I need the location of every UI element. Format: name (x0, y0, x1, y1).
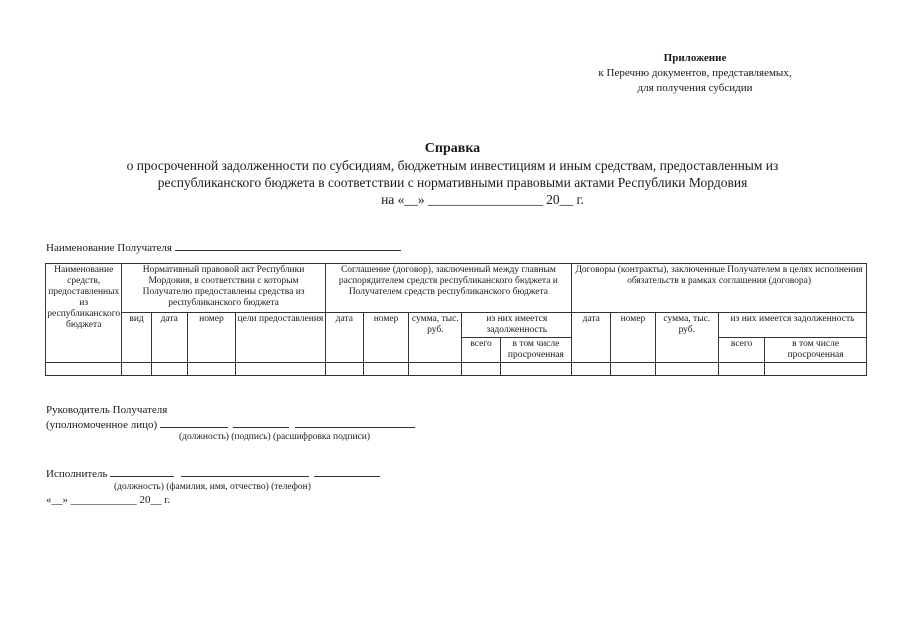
table-cell[interactable] (500, 363, 571, 376)
head-label-line-2: (уполномоченное лицо) (46, 419, 158, 431)
table-cell[interactable] (187, 363, 235, 376)
appendix-line-2: для получения субсидии (637, 82, 753, 94)
table-cell[interactable] (462, 363, 500, 376)
header-number-act: номер (187, 313, 235, 363)
header-legal-act: Нормативный правовой акт Республики Мордовия, в соответствии с которым Получателю предоставлены средства из республиканского бюджета (122, 264, 325, 313)
head-position-field[interactable] (160, 417, 228, 428)
header-sum-contract: сумма, тыс. руб. (655, 313, 718, 363)
header-number-contract: номер (611, 313, 655, 363)
executor-label: Исполнитель (46, 468, 108, 480)
table-cell[interactable] (572, 363, 611, 376)
executor-name-field[interactable] (181, 466, 309, 477)
appendix-title: Приложение (663, 52, 727, 64)
header-date-contract: дата (572, 313, 611, 363)
header-total-contract: всего (718, 338, 764, 363)
executor-position-field[interactable] (110, 466, 174, 477)
head-signature-field[interactable] (233, 417, 289, 428)
head-caption: (должность) (подпись) (расшифровка подписи) (179, 432, 371, 442)
document-heading (0, 140, 905, 208)
table-header-row-2 (46, 313, 867, 338)
table-row (46, 363, 867, 376)
heading-line-1: о просроченной задолженности по субсидиям, бюджетным инвестициям и иным средствам, предоставленным из (126, 158, 779, 173)
table-cell[interactable] (325, 363, 363, 376)
executor-phone-field[interactable] (314, 466, 380, 477)
head-name-field[interactable] (295, 417, 415, 428)
appendix-line-1: к Перечню документов, представляемых, (598, 67, 792, 79)
executor-row (46, 466, 380, 481)
head-label-line-1: Руководитель Получателя (46, 404, 168, 416)
header-agreement: Соглашение (договор), заключенный между главным распорядителем средств республиканского бюджета и Получателем средств республиканского бюджета (325, 264, 571, 313)
table-cell[interactable] (122, 363, 151, 376)
recipient-label: Наименование Получателя (46, 242, 172, 254)
head-signature-row (46, 417, 415, 432)
header-number-agreement: номер (363, 313, 408, 363)
header-vid: вид (122, 313, 151, 363)
table-cell[interactable] (718, 363, 764, 376)
header-sum-agreement: сумма, тыс. руб. (409, 313, 462, 363)
heading-date-line: на «__» _________________ 20__ г. (381, 192, 584, 207)
debt-table (45, 263, 867, 376)
table-cell[interactable] (363, 363, 408, 376)
document-title: Справка (424, 141, 481, 156)
table-cell[interactable] (46, 363, 122, 376)
heading-line-2: республиканского бюджета в соответствии с нормативными правовыми актами Республики Мордовия (157, 175, 748, 190)
table-cell[interactable] (409, 363, 462, 376)
header-date-agreement: дата (325, 313, 363, 363)
header-debt-contract: из них имеется задолженность (718, 313, 866, 338)
table-cell[interactable] (151, 363, 187, 376)
header-overdue-contract: в том числе просроченная (765, 338, 867, 363)
sign-date-line: «__» ____________ 20__ г. (46, 494, 171, 506)
header-debt-agreement: из них имеется задолженность (462, 313, 572, 338)
executor-caption: (должность) (фамилия, имя, отчество) (телефон) (114, 482, 311, 492)
table-cell[interactable] (765, 363, 867, 376)
header-purpose: цели предоставления (236, 313, 326, 363)
header-recipient-funds: Наименование средств, предоставленных из республиканского бюджета (46, 264, 122, 363)
table-header-row-1 (46, 264, 867, 313)
header-contracts: Договоры (контракты), заключенные Получателем в целях исполнения обязательств в рамках соглашения (договора) (572, 264, 867, 313)
recipient-field[interactable] (175, 240, 401, 251)
header-total-agreement: всего (462, 338, 500, 363)
table-cell[interactable] (236, 363, 326, 376)
table-cell[interactable] (655, 363, 718, 376)
table-cell[interactable] (611, 363, 655, 376)
header-overdue-agreement: в том числе просроченная (500, 338, 571, 363)
header-date-act: дата (151, 313, 187, 363)
recipient-row (46, 240, 401, 254)
